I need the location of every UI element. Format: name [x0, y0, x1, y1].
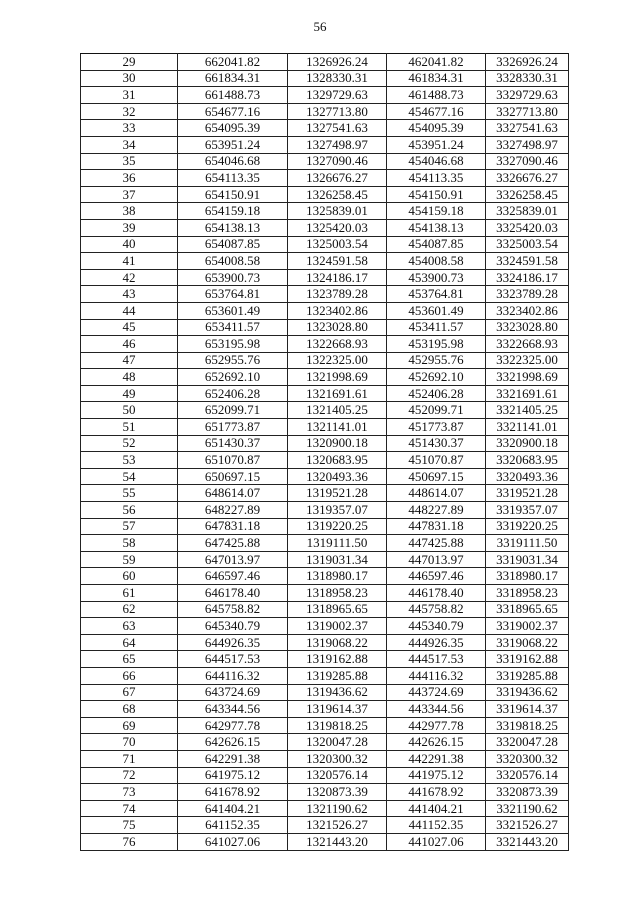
- x-coordinate-cell: 653951.24: [178, 136, 288, 153]
- point-number-cell: 57: [81, 518, 178, 535]
- y-coordinate-cell: 1327090.46: [288, 153, 387, 170]
- table-row: [81, 186, 569, 203]
- y-coordinate-cell: 1318965.65: [288, 601, 387, 618]
- x-coordinate-cell: 642291.38: [178, 750, 288, 767]
- y-coordinate-cell: 1319818.25: [288, 717, 387, 734]
- y-local-cell: 3325003.54: [486, 236, 569, 253]
- coordinates-table: [80, 53, 569, 851]
- y-coordinate-cell: 1322668.93: [288, 336, 387, 353]
- point-number-cell: 51: [81, 419, 178, 436]
- y-local-cell: 3320300.32: [486, 750, 569, 767]
- x-local-cell: 453951.24: [387, 136, 486, 153]
- y-coordinate-cell: 1321405.25: [288, 402, 387, 419]
- table-row: [81, 54, 569, 71]
- y-local-cell: 3321443.20: [486, 833, 569, 850]
- y-coordinate-cell: 1326258.45: [288, 186, 387, 203]
- y-local-cell: 3319111.50: [486, 535, 569, 552]
- x-coordinate-cell: 647831.18: [178, 518, 288, 535]
- x-coordinate-cell: 652692.10: [178, 369, 288, 386]
- y-local-cell: 3319521.28: [486, 485, 569, 502]
- y-local-cell: 3319002.37: [486, 618, 569, 635]
- x-coordinate-cell: 645758.82: [178, 601, 288, 618]
- table-row: [81, 585, 569, 602]
- x-coordinate-cell: 654113.35: [178, 170, 288, 187]
- x-local-cell: 461488.73: [387, 87, 486, 104]
- table-row: [81, 70, 569, 87]
- y-coordinate-cell: 1319031.34: [288, 551, 387, 568]
- x-local-cell: 447425.88: [387, 535, 486, 552]
- x-coordinate-cell: 653411.57: [178, 319, 288, 336]
- point-number-cell: 46: [81, 336, 178, 353]
- x-local-cell: 462041.82: [387, 54, 486, 71]
- point-number-cell: 54: [81, 468, 178, 485]
- x-coordinate-cell: 646178.40: [178, 585, 288, 602]
- y-local-cell: 3320873.39: [486, 784, 569, 801]
- y-local-cell: 3319436.62: [486, 684, 569, 701]
- x-local-cell: 454138.13: [387, 219, 486, 236]
- table-row: [81, 402, 569, 419]
- point-number-cell: 45: [81, 319, 178, 336]
- table-row: [81, 502, 569, 519]
- y-coordinate-cell: 1328330.31: [288, 70, 387, 87]
- table-row: [81, 203, 569, 220]
- y-local-cell: 3324591.58: [486, 253, 569, 270]
- x-coordinate-cell: 654138.13: [178, 219, 288, 236]
- coordinates-table-body: [81, 54, 569, 851]
- x-local-cell: 451070.87: [387, 452, 486, 469]
- table-row: [81, 286, 569, 303]
- x-coordinate-cell: 652099.71: [178, 402, 288, 419]
- x-coordinate-cell: 642626.15: [178, 734, 288, 751]
- y-coordinate-cell: 1327541.63: [288, 120, 387, 137]
- x-coordinate-cell: 654159.18: [178, 203, 288, 220]
- x-local-cell: 444926.35: [387, 634, 486, 651]
- point-number-cell: 44: [81, 302, 178, 319]
- point-number-cell: 38: [81, 203, 178, 220]
- y-coordinate-cell: 1323789.28: [288, 286, 387, 303]
- x-local-cell: 441404.21: [387, 800, 486, 817]
- table-row: [81, 551, 569, 568]
- y-local-cell: 3320493.36: [486, 468, 569, 485]
- x-coordinate-cell: 641678.92: [178, 784, 288, 801]
- y-local-cell: 3320047.28: [486, 734, 569, 751]
- point-number-cell: 35: [81, 153, 178, 170]
- point-number-cell: 52: [81, 435, 178, 452]
- point-number-cell: 47: [81, 352, 178, 369]
- x-coordinate-cell: 651430.37: [178, 435, 288, 452]
- table-row: [81, 302, 569, 319]
- x-local-cell: 454087.85: [387, 236, 486, 253]
- x-local-cell: 454046.68: [387, 153, 486, 170]
- x-coordinate-cell: 647425.88: [178, 535, 288, 552]
- x-coordinate-cell: 654677.16: [178, 103, 288, 120]
- x-local-cell: 446178.40: [387, 585, 486, 602]
- x-coordinate-cell: 654150.91: [178, 186, 288, 203]
- y-coordinate-cell: 1325003.54: [288, 236, 387, 253]
- point-number-cell: 37: [81, 186, 178, 203]
- table-row: [81, 833, 569, 850]
- x-coordinate-cell: 648227.89: [178, 502, 288, 519]
- point-number-cell: 58: [81, 535, 178, 552]
- x-local-cell: 445340.79: [387, 618, 486, 635]
- x-local-cell: 451773.87: [387, 419, 486, 436]
- x-coordinate-cell: 644116.32: [178, 667, 288, 684]
- y-coordinate-cell: 1326926.24: [288, 54, 387, 71]
- point-number-cell: 43: [81, 286, 178, 303]
- x-coordinate-cell: 644517.53: [178, 651, 288, 668]
- table-row: [81, 269, 569, 286]
- table-row: [81, 518, 569, 535]
- y-coordinate-cell: 1319068.22: [288, 634, 387, 651]
- x-coordinate-cell: 651070.87: [178, 452, 288, 469]
- x-local-cell: 453900.73: [387, 269, 486, 286]
- y-local-cell: 3319031.34: [486, 551, 569, 568]
- x-local-cell: 442977.78: [387, 717, 486, 734]
- point-number-cell: 48: [81, 369, 178, 386]
- point-number-cell: 65: [81, 651, 178, 668]
- page-number: 56: [313, 19, 327, 34]
- x-local-cell: 441975.12: [387, 767, 486, 784]
- y-local-cell: 3318980.17: [486, 568, 569, 585]
- table-row: [81, 136, 569, 153]
- x-coordinate-cell: 654008.58: [178, 253, 288, 270]
- x-local-cell: 450697.15: [387, 468, 486, 485]
- table-row: [81, 684, 569, 701]
- x-coordinate-cell: 641404.21: [178, 800, 288, 817]
- y-coordinate-cell: 1318980.17: [288, 568, 387, 585]
- y-coordinate-cell: 1319357.07: [288, 502, 387, 519]
- y-local-cell: 3320576.14: [486, 767, 569, 784]
- y-local-cell: 3321141.01: [486, 419, 569, 436]
- y-local-cell: 3319068.22: [486, 634, 569, 651]
- point-number-cell: 68: [81, 701, 178, 718]
- x-local-cell: 451430.37: [387, 435, 486, 452]
- y-local-cell: 3318965.65: [486, 601, 569, 618]
- x-local-cell: 452955.76: [387, 352, 486, 369]
- y-coordinate-cell: 1324186.17: [288, 269, 387, 286]
- x-local-cell: 453411.57: [387, 319, 486, 336]
- x-local-cell: 454150.91: [387, 186, 486, 203]
- x-coordinate-cell: 641152.35: [178, 817, 288, 834]
- y-local-cell: 3321526.27: [486, 817, 569, 834]
- y-local-cell: 3320900.18: [486, 435, 569, 452]
- table-row: [81, 800, 569, 817]
- table-row: [81, 385, 569, 402]
- y-coordinate-cell: 1319111.50: [288, 535, 387, 552]
- table-row: [81, 369, 569, 386]
- y-local-cell: 3319162.88: [486, 651, 569, 668]
- y-coordinate-cell: 1321141.01: [288, 419, 387, 436]
- point-number-cell: 59: [81, 551, 178, 568]
- x-local-cell: 452406.28: [387, 385, 486, 402]
- x-coordinate-cell: 648614.07: [178, 485, 288, 502]
- y-coordinate-cell: 1320900.18: [288, 435, 387, 452]
- x-coordinate-cell: 644926.35: [178, 634, 288, 651]
- y-coordinate-cell: 1320047.28: [288, 734, 387, 751]
- y-coordinate-cell: 1320300.32: [288, 750, 387, 767]
- y-local-cell: 3329729.63: [486, 87, 569, 104]
- y-coordinate-cell: 1327498.97: [288, 136, 387, 153]
- y-local-cell: 3321405.25: [486, 402, 569, 419]
- y-local-cell: 3327090.46: [486, 153, 569, 170]
- x-local-cell: 441678.92: [387, 784, 486, 801]
- table-row: [81, 120, 569, 137]
- x-local-cell: 447831.18: [387, 518, 486, 535]
- y-coordinate-cell: 1321190.62: [288, 800, 387, 817]
- y-coordinate-cell: 1319002.37: [288, 618, 387, 635]
- y-coordinate-cell: 1325420.03: [288, 219, 387, 236]
- point-number-cell: 55: [81, 485, 178, 502]
- table-row: [81, 236, 569, 253]
- x-coordinate-cell: 654046.68: [178, 153, 288, 170]
- point-number-cell: 66: [81, 667, 178, 684]
- table-row: [81, 452, 569, 469]
- point-number-cell: 69: [81, 717, 178, 734]
- point-number-cell: 29: [81, 54, 178, 71]
- x-local-cell: 442291.38: [387, 750, 486, 767]
- table-row: [81, 485, 569, 502]
- y-local-cell: 3326676.27: [486, 170, 569, 187]
- x-coordinate-cell: 662041.82: [178, 54, 288, 71]
- x-local-cell: 441027.06: [387, 833, 486, 850]
- table-row: [81, 817, 569, 834]
- y-coordinate-cell: 1321998.69: [288, 369, 387, 386]
- x-coordinate-cell: 641975.12: [178, 767, 288, 784]
- point-number-cell: 30: [81, 70, 178, 87]
- y-coordinate-cell: 1320683.95: [288, 452, 387, 469]
- y-local-cell: 3326258.45: [486, 186, 569, 203]
- point-number-cell: 70: [81, 734, 178, 751]
- x-coordinate-cell: 650697.15: [178, 468, 288, 485]
- x-local-cell: 454677.16: [387, 103, 486, 120]
- table-row: [81, 601, 569, 618]
- x-coordinate-cell: 652406.28: [178, 385, 288, 402]
- y-local-cell: 3325420.03: [486, 219, 569, 236]
- point-number-cell: 75: [81, 817, 178, 834]
- y-coordinate-cell: 1325839.01: [288, 203, 387, 220]
- y-local-cell: 3323789.28: [486, 286, 569, 303]
- x-local-cell: 453601.49: [387, 302, 486, 319]
- point-number-cell: 49: [81, 385, 178, 402]
- x-local-cell: 454113.35: [387, 170, 486, 187]
- x-coordinate-cell: 651773.87: [178, 419, 288, 436]
- table-row: [81, 701, 569, 718]
- y-coordinate-cell: 1321691.61: [288, 385, 387, 402]
- y-local-cell: 3328330.31: [486, 70, 569, 87]
- table-row: [81, 219, 569, 236]
- y-coordinate-cell: 1318958.23: [288, 585, 387, 602]
- table-row: [81, 667, 569, 684]
- x-local-cell: 461834.31: [387, 70, 486, 87]
- y-coordinate-cell: 1320493.36: [288, 468, 387, 485]
- point-number-cell: 62: [81, 601, 178, 618]
- point-number-cell: 36: [81, 170, 178, 187]
- point-number-cell: 64: [81, 634, 178, 651]
- y-coordinate-cell: 1321443.20: [288, 833, 387, 850]
- y-local-cell: 3321998.69: [486, 369, 569, 386]
- point-number-cell: 34: [81, 136, 178, 153]
- point-number-cell: 73: [81, 784, 178, 801]
- x-local-cell: 446597.46: [387, 568, 486, 585]
- x-local-cell: 452692.10: [387, 369, 486, 386]
- x-coordinate-cell: 643344.56: [178, 701, 288, 718]
- y-local-cell: 3320683.95: [486, 452, 569, 469]
- y-coordinate-cell: 1319220.25: [288, 518, 387, 535]
- x-coordinate-cell: 653764.81: [178, 286, 288, 303]
- table-row: [81, 103, 569, 120]
- x-local-cell: 447013.97: [387, 551, 486, 568]
- y-coordinate-cell: 1319285.88: [288, 667, 387, 684]
- x-coordinate-cell: 652955.76: [178, 352, 288, 369]
- point-number-cell: 67: [81, 684, 178, 701]
- x-coordinate-cell: 647013.97: [178, 551, 288, 568]
- table-row: [81, 767, 569, 784]
- table-row: [81, 170, 569, 187]
- x-local-cell: 448227.89: [387, 502, 486, 519]
- point-number-cell: 33: [81, 120, 178, 137]
- table-row: [81, 717, 569, 734]
- x-coordinate-cell: 646597.46: [178, 568, 288, 585]
- y-local-cell: 3319818.25: [486, 717, 569, 734]
- point-number-cell: 72: [81, 767, 178, 784]
- table-row: [81, 87, 569, 104]
- y-coordinate-cell: 1319614.37: [288, 701, 387, 718]
- x-local-cell: 454159.18: [387, 203, 486, 220]
- x-local-cell: 445758.82: [387, 601, 486, 618]
- x-local-cell: 443724.69: [387, 684, 486, 701]
- x-coordinate-cell: 654095.39: [178, 120, 288, 137]
- point-number-cell: 56: [81, 502, 178, 519]
- x-coordinate-cell: 661834.31: [178, 70, 288, 87]
- y-local-cell: 3327498.97: [486, 136, 569, 153]
- table-row: [81, 750, 569, 767]
- y-local-cell: 3319285.88: [486, 667, 569, 684]
- y-local-cell: 3322668.93: [486, 336, 569, 353]
- table-row: [81, 419, 569, 436]
- y-coordinate-cell: 1321526.27: [288, 817, 387, 834]
- table-row: [81, 468, 569, 485]
- x-local-cell: 443344.56: [387, 701, 486, 718]
- y-coordinate-cell: 1322325.00: [288, 352, 387, 369]
- x-local-cell: 448614.07: [387, 485, 486, 502]
- point-number-cell: 74: [81, 800, 178, 817]
- y-local-cell: 3318958.23: [486, 585, 569, 602]
- table-row: [81, 153, 569, 170]
- point-number-cell: 40: [81, 236, 178, 253]
- point-number-cell: 50: [81, 402, 178, 419]
- point-number-cell: 63: [81, 618, 178, 635]
- point-number-cell: 31: [81, 87, 178, 104]
- x-coordinate-cell: 654087.85: [178, 236, 288, 253]
- y-local-cell: 3325839.01: [486, 203, 569, 220]
- table-row: [81, 319, 569, 336]
- x-local-cell: 452099.71: [387, 402, 486, 419]
- x-coordinate-cell: 645340.79: [178, 618, 288, 635]
- table-row: [81, 253, 569, 270]
- point-number-cell: 39: [81, 219, 178, 236]
- y-local-cell: 3319357.07: [486, 502, 569, 519]
- table-row: [81, 651, 569, 668]
- point-number-cell: 32: [81, 103, 178, 120]
- x-coordinate-cell: 661488.73: [178, 87, 288, 104]
- x-local-cell: 453195.98: [387, 336, 486, 353]
- y-local-cell: 3324186.17: [486, 269, 569, 286]
- x-coordinate-cell: 643724.69: [178, 684, 288, 701]
- x-coordinate-cell: 641027.06: [178, 833, 288, 850]
- y-coordinate-cell: 1319521.28: [288, 485, 387, 502]
- x-local-cell: 454008.58: [387, 253, 486, 270]
- y-local-cell: 3323028.80: [486, 319, 569, 336]
- y-local-cell: 3319614.37: [486, 701, 569, 718]
- y-local-cell: 3323402.86: [486, 302, 569, 319]
- point-number-cell: 61: [81, 585, 178, 602]
- x-coordinate-cell: 653195.98: [178, 336, 288, 353]
- table-row: [81, 435, 569, 452]
- y-coordinate-cell: 1323028.80: [288, 319, 387, 336]
- point-number-cell: 76: [81, 833, 178, 850]
- table-row: [81, 784, 569, 801]
- x-local-cell: 444116.32: [387, 667, 486, 684]
- point-number-cell: 71: [81, 750, 178, 767]
- y-coordinate-cell: 1320873.39: [288, 784, 387, 801]
- point-number-cell: 42: [81, 269, 178, 286]
- y-local-cell: 3321691.61: [486, 385, 569, 402]
- x-local-cell: 444517.53: [387, 651, 486, 668]
- table-row: [81, 535, 569, 552]
- y-coordinate-cell: 1329729.63: [288, 87, 387, 104]
- y-local-cell: 3321190.62: [486, 800, 569, 817]
- y-coordinate-cell: 1323402.86: [288, 302, 387, 319]
- x-local-cell: 453764.81: [387, 286, 486, 303]
- x-coordinate-cell: 653900.73: [178, 269, 288, 286]
- point-number-cell: 60: [81, 568, 178, 585]
- y-local-cell: 3319220.25: [486, 518, 569, 535]
- table-row: [81, 634, 569, 651]
- x-coordinate-cell: 642977.78: [178, 717, 288, 734]
- point-number-cell: 41: [81, 253, 178, 270]
- x-coordinate-cell: 653601.49: [178, 302, 288, 319]
- y-coordinate-cell: 1319436.62: [288, 684, 387, 701]
- x-local-cell: 454095.39: [387, 120, 486, 137]
- point-number-cell: 53: [81, 452, 178, 469]
- table-row: [81, 618, 569, 635]
- y-local-cell: 3327713.80: [486, 103, 569, 120]
- table-row: [81, 568, 569, 585]
- y-local-cell: 3326926.24: [486, 54, 569, 71]
- table-row: [81, 336, 569, 353]
- y-coordinate-cell: 1320576.14: [288, 767, 387, 784]
- y-coordinate-cell: 1319162.88: [288, 651, 387, 668]
- table-row: [81, 352, 569, 369]
- y-local-cell: 3322325.00: [486, 352, 569, 369]
- y-local-cell: 3327541.63: [486, 120, 569, 137]
- y-coordinate-cell: 1326676.27: [288, 170, 387, 187]
- table-row: [81, 734, 569, 751]
- x-local-cell: 442626.15: [387, 734, 486, 751]
- y-coordinate-cell: 1324591.58: [288, 253, 387, 270]
- y-coordinate-cell: 1327713.80: [288, 103, 387, 120]
- x-local-cell: 441152.35: [387, 817, 486, 834]
